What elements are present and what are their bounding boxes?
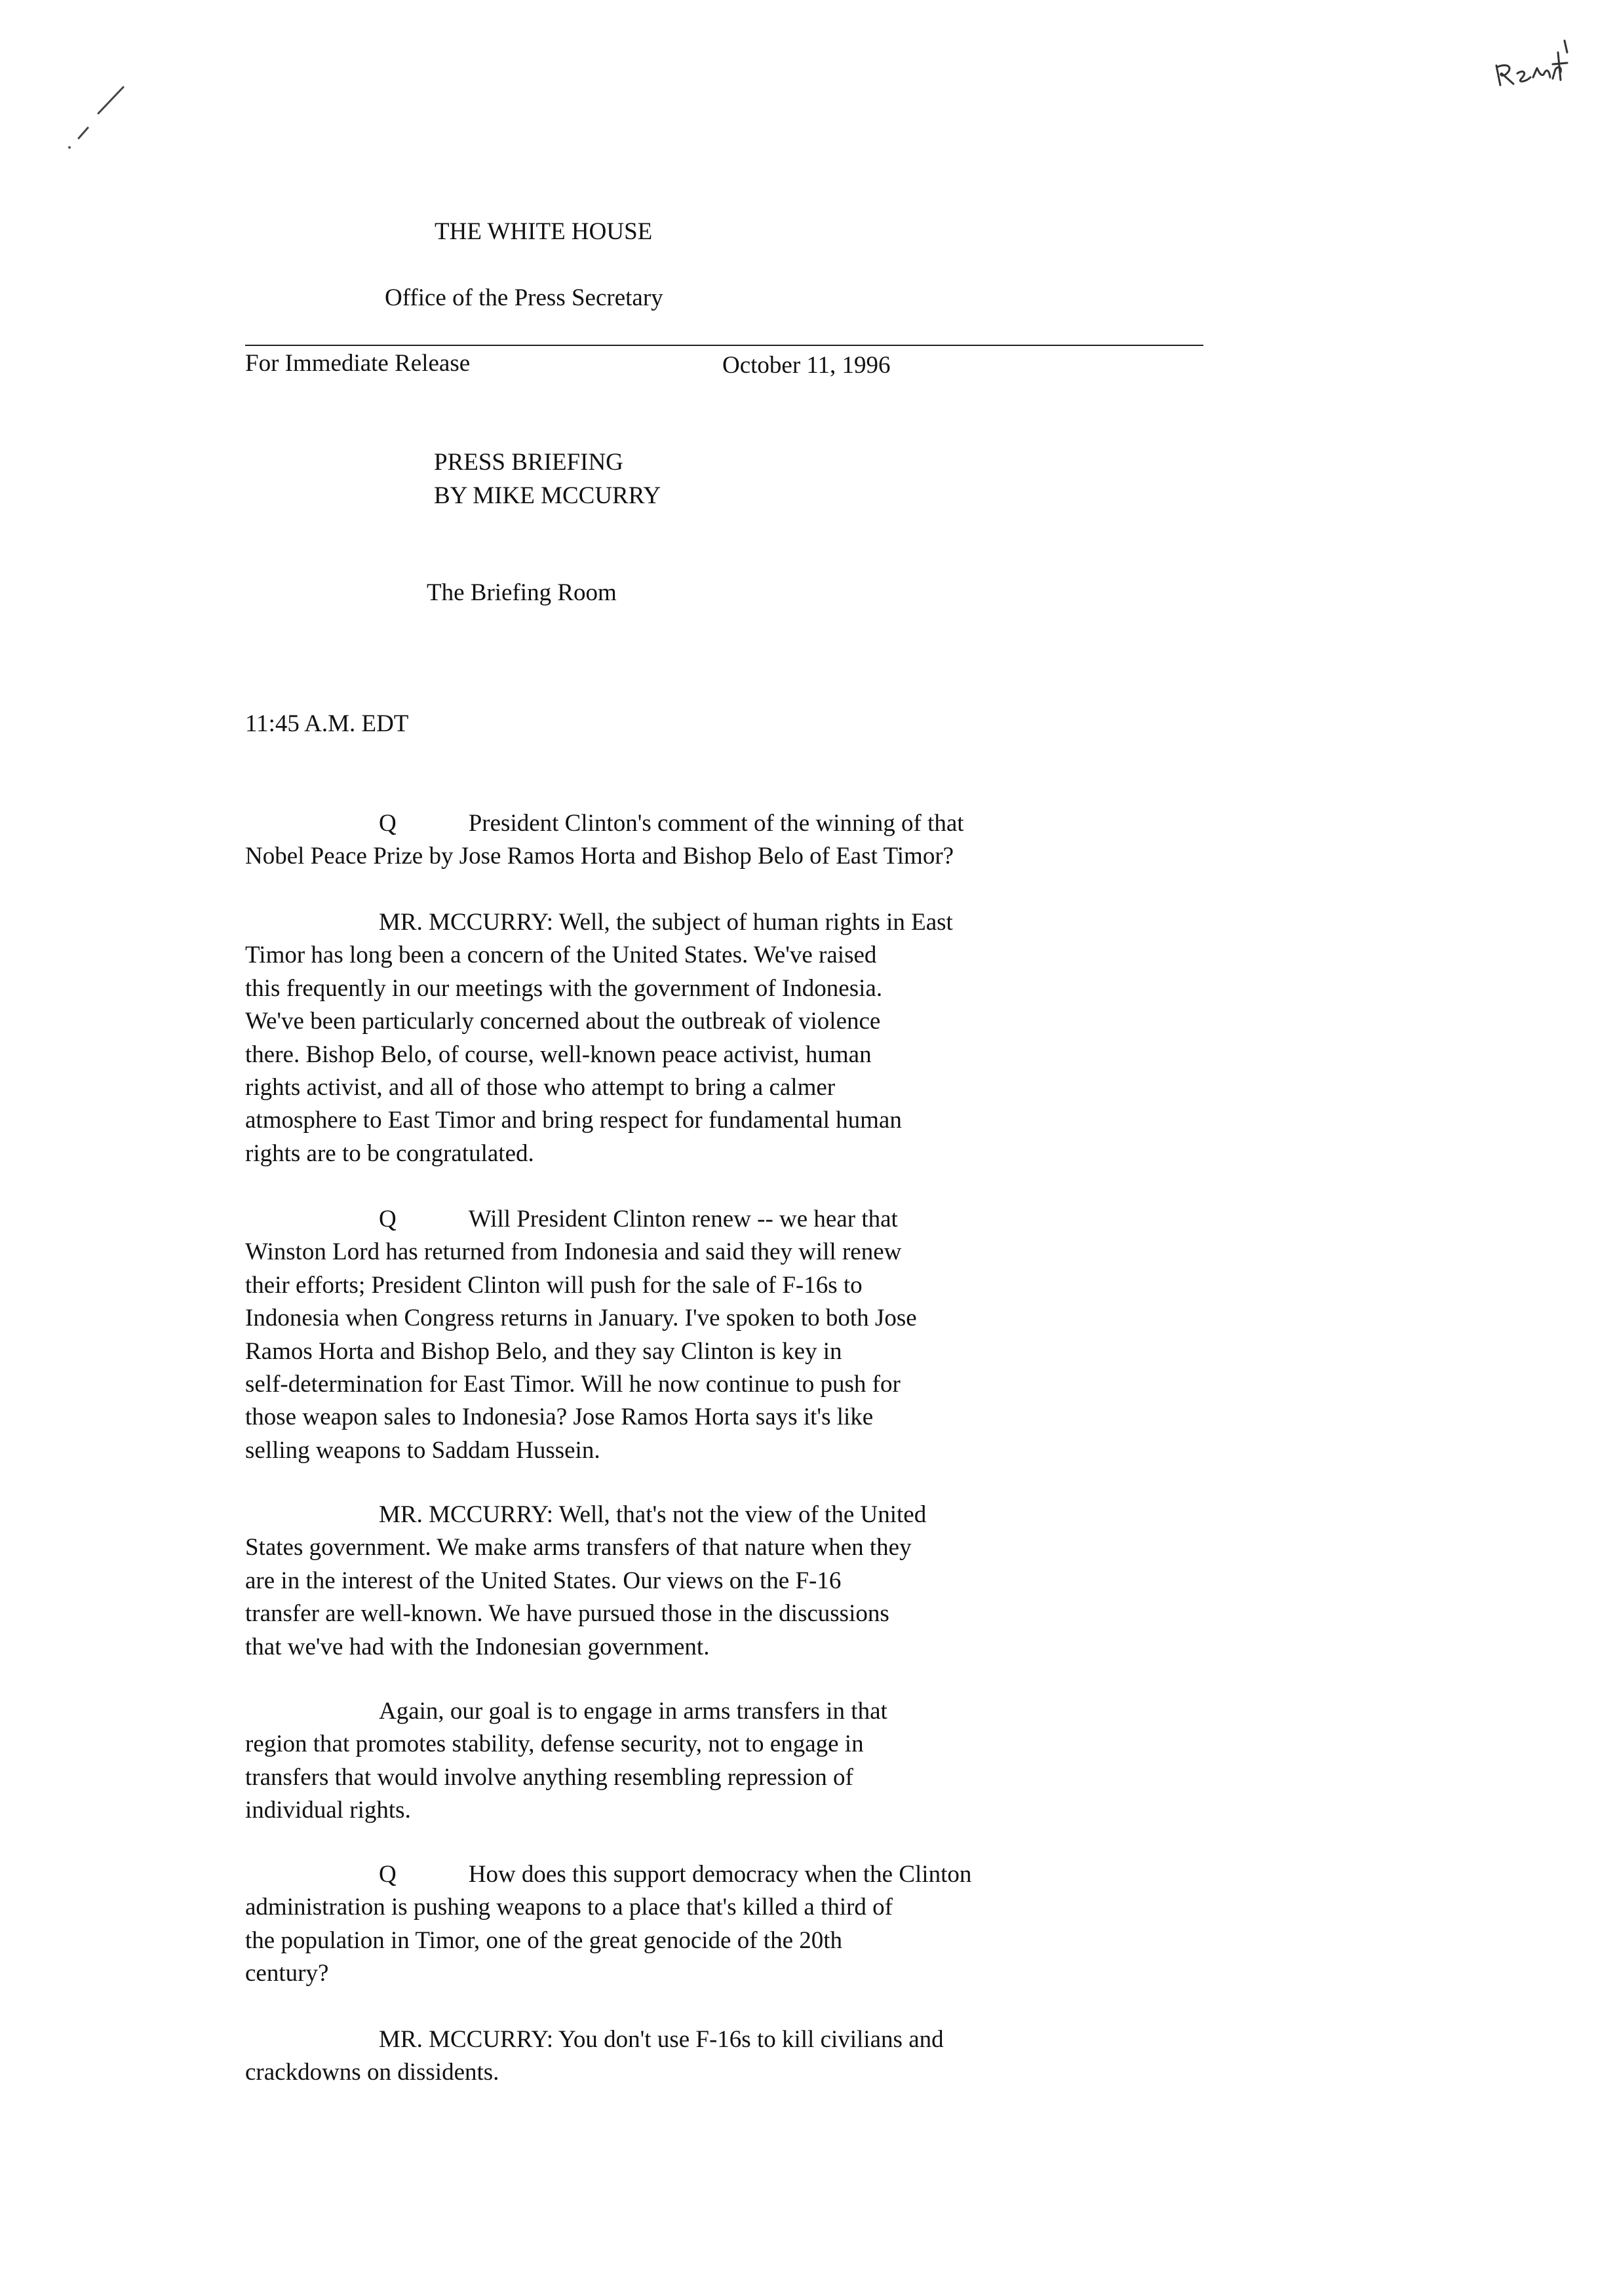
header-rule (245, 345, 1203, 346)
speaker-label: Q (379, 1206, 397, 1233)
speaker-label: MR. MCCURRY: (379, 909, 553, 936)
briefing-location: The Briefing Room (427, 579, 617, 606)
transcript-paragraph: MR. MCCURRY: Well, that's not the view of the United States government. We make arms transfers of that nature when they are in the interest of the United States. Our views on the F-16 transfer are well-known. We have pursued those in the discussions that we've had with the Indonesian government. (245, 1501, 927, 1660)
transcript-paragraph: MR. MCCURRY: You don't use F-16s to kill civilians and crackdowns on dissidents. (245, 2026, 944, 2086)
release-label: For Immediate Release (245, 350, 471, 377)
speaker-label: MR. MCCURRY: (379, 1501, 553, 1528)
handwritten-annotation (1485, 26, 1583, 92)
pen-mark (59, 82, 138, 154)
briefing-subtitle: BY MIKE MCCURRY (434, 482, 661, 509)
transcript-paragraph: Q Will President Clinton renew -- we hear that Winston Lord has returned from Indonesia and said they will renew their efforts; President Clinton will push for the sale of F-16s to Indonesia when Congress returns in January. I've spoken to both Jose Ramos Horta and Bishop Belo, and they say Clinton is key in self-determination for East Timor. Will he now continue to push for those weapon sales to Indonesia? Jose Ramos Horta says it's like selling weapons to Saddam Hussein. (245, 1206, 917, 1464)
briefing-time: 11:45 A.M. EDT (245, 710, 409, 737)
briefing-title: PRESS BRIEFING (434, 449, 623, 476)
institution-heading: THE WHITE HOUSE (435, 218, 653, 245)
transcript-paragraph: Q President Clinton's comment of the winning of that Nobel Peace Prize by Jose Ramos Horta and Bishop Belo of East Timor? (245, 810, 964, 870)
speaker-label: Q (379, 1861, 397, 1888)
office-heading: Office of the Press Secretary (385, 284, 663, 311)
transcript-paragraph: Q How does this support democracy when the Clinton administration is pushing weapons to a place that's killed a third of the population in Timor, one of the great genocide of the 20th century? (245, 1861, 972, 1987)
transcript-paragraph: MR. MCCURRY: Well, the subject of human rights in East Timor has long been a concern of the United States. We've raised this frequently in our meetings with the government of Indonesia. We've been particularly concerned about the outbreak of violence there. Bishop Belo, of course, well-known peace activist, human rights activist, and all of those who attempt to bring a calmer atmosphere to East Timor and bring respect for fundamental human rights are to be congratulated. (245, 909, 953, 1167)
release-date: October 11, 1996 (722, 352, 891, 379)
transcript-paragraph: Again, our goal is to engage in arms transfers in that region that promotes stability, defense security, not to engage in transfers that would involve anything resembling repression of individual rights. (245, 1698, 887, 1824)
speaker-label: Q (379, 810, 397, 837)
speaker-label: MR. MCCURRY: (379, 2026, 553, 2053)
